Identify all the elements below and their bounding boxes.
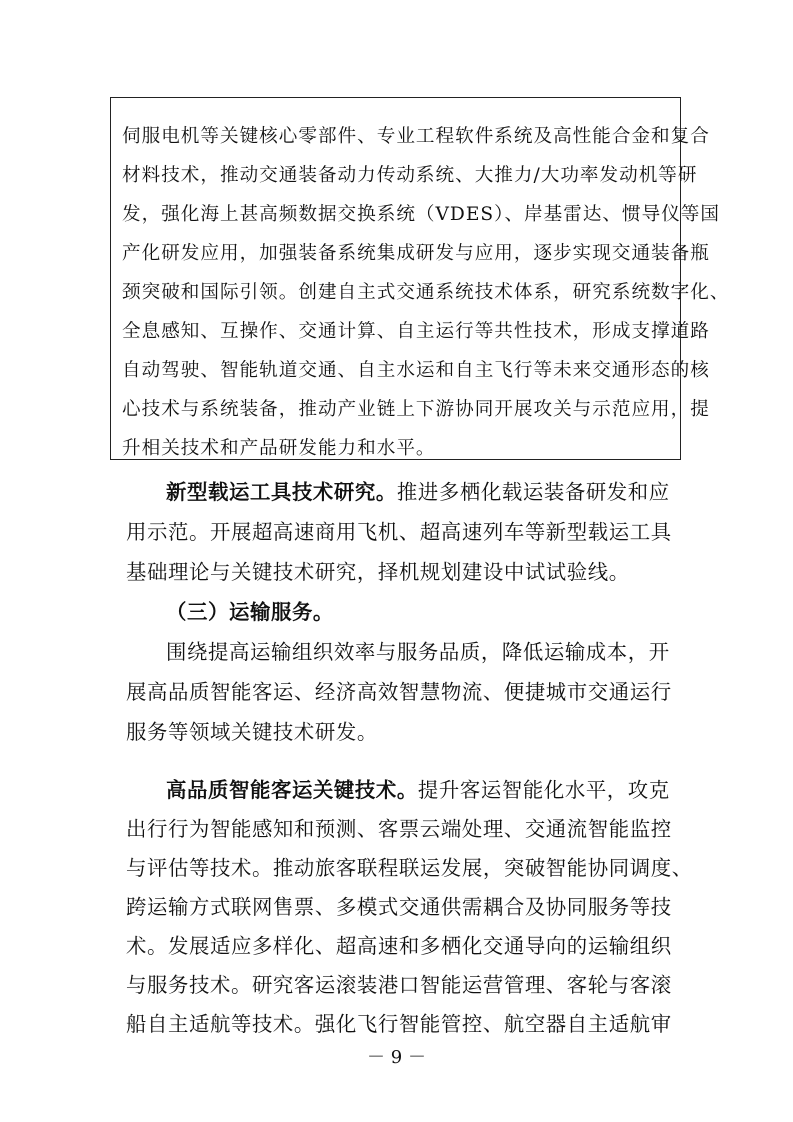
paragraph-passenger-line-6: 与服务技术。研究客运滚装港口智能运营管理、客轮与客滚 xyxy=(126,973,672,997)
paragraph-passenger-line-1 xyxy=(166,778,670,802)
paragraph-vehicle-title: 新型载运工具技术研究。 xyxy=(166,480,397,504)
paragraph-passenger-title: 高品质智能客运关键技术。 xyxy=(166,778,418,802)
paragraph-service-line-1: 围绕提高运输组织效率与服务品质，降低运输成本，开 xyxy=(166,640,670,664)
paragraph-vehicle-line-3: 基础理论与关键技术研究，择机规划建设中试试验线。 xyxy=(126,560,630,584)
paragraph-service-line-2: 展高品质智能客运、经济高效智慧物流、便捷城市交通运行 xyxy=(126,680,672,704)
paragraph-passenger-text: 提升客运智能化水平，攻克 xyxy=(417,778,670,802)
box-line-8: 心技术与系统装备，推动产业链上下游协同开展攻关与示范应用，提 xyxy=(122,399,710,420)
paragraph-service-line-3: 服务等领域关键技术研发。 xyxy=(126,720,378,744)
page-number: － 9 － xyxy=(367,1047,426,1068)
paragraph-vehicle-text: 推进多栖化载运装备研发和应 xyxy=(396,480,670,504)
box-line-7: 自动驾驶、智能轨道交通、自主水运和自主飞行等未来交通形态的核 xyxy=(122,360,710,381)
box-line-1: 伺服电机等关键核心零部件、专业工程软件系统及高性能合金和复合 xyxy=(122,126,710,147)
box-line-3: 发，强化海上甚高频数据交换系统（VDES）、岸基雷达、惯导仪等国 xyxy=(122,204,720,225)
box-line-2: 材料技术，推动交通装备动力传动系统、大推力/大功率发动机等研 xyxy=(122,165,698,186)
box-line-5: 颈突破和国际引领。创建自主式交通系统技术体系，研究系统数字化、 xyxy=(122,282,730,303)
box-line-9: 升相关技术和产品研发能力和水平。 xyxy=(122,438,436,459)
paragraph-passenger-line-4: 跨运输方式联网售票、多模式交通供需耦合及协同服务等技 xyxy=(126,895,672,919)
paragraph-passenger-line-3: 与评估等技术。推动旅客联程联运发展，突破智能协同调度、 xyxy=(126,856,693,880)
section-heading: （三）运输服务。 xyxy=(166,600,334,624)
paragraph-passenger-line-7: 船自主适航等技术。强化飞行智能管控、航空器自主适航审 xyxy=(126,1012,672,1036)
paragraph-vehicle-line-1 xyxy=(166,480,670,504)
box-line-6: 全息感知、互操作、交通计算、自主运行等共性技术，形成支撑道路 xyxy=(122,321,710,342)
box-line-4: 产化研发应用，加强装备系统集成研发与应用，逐步实现交通装备瓶 xyxy=(122,243,710,264)
paragraph-passenger-line-2: 出行行为智能感知和预测、客票云端处理、交通流智能监控 xyxy=(126,817,672,841)
paragraph-vehicle-line-2: 用示范。开展超高速商用飞机、超高速列车等新型载运工具 xyxy=(126,520,672,544)
paragraph-passenger-line-5: 术。发展适应多样化、超高速和多栖化交通导向的运输组织 xyxy=(126,934,672,958)
